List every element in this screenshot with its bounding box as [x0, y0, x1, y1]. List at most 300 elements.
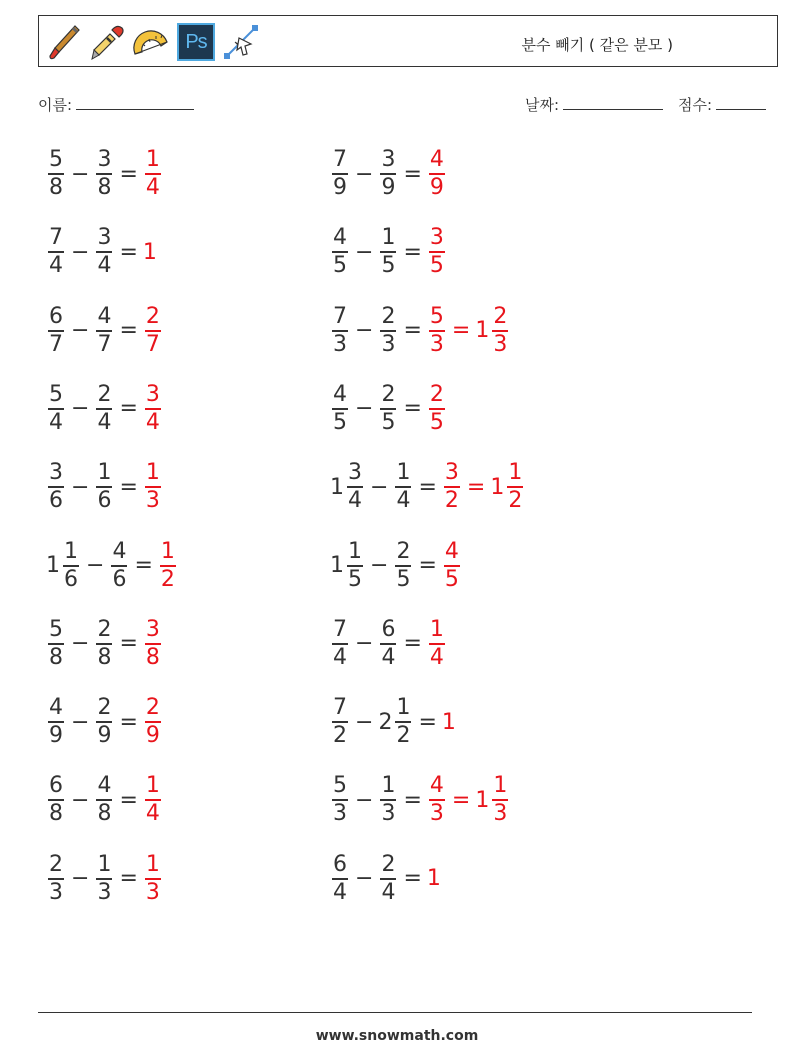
answer-value-numerator: 2 [493, 303, 508, 329]
answer [143, 304, 163, 358]
problem-item [46, 457, 163, 517]
problem-item [46, 379, 163, 439]
answer-value-denominator: 2 [160, 566, 175, 592]
minuend-numerator: 7 [333, 616, 347, 642]
subtrahend-denominator: 4 [97, 409, 112, 435]
problem-item [330, 144, 447, 204]
equals-sign: = [119, 631, 138, 657]
answer [143, 852, 163, 906]
minuend-denominator: 9 [49, 723, 63, 749]
subtrahend-fraction [380, 304, 396, 358]
answer [427, 225, 447, 279]
worksheet-title: 분수 빼기 ( 같은 분모 ) [521, 36, 673, 54]
name-field[interactable] [38, 94, 194, 115]
subtrahend-numerator: 1 [396, 460, 411, 486]
answer-value-whole: 1 [441, 709, 456, 735]
pipette-icon [87, 22, 127, 62]
minuend-numerator: 6 [333, 851, 347, 877]
subtrahend-fraction [380, 225, 396, 279]
answer-value-fraction [492, 773, 508, 827]
subtrahend-numerator: 1 [381, 773, 396, 799]
date-field[interactable] [525, 94, 663, 115]
minus-sign: − [370, 474, 389, 500]
minuend-numerator: 4 [49, 695, 63, 721]
minuend [46, 852, 66, 906]
answer-value [427, 617, 447, 671]
answer-value-numerator: 4 [429, 147, 444, 172]
footer-divider [38, 1012, 752, 1013]
minuend-denominator: 5 [333, 253, 347, 279]
subtrahend-fraction [395, 460, 411, 514]
answer-value-fraction [444, 460, 460, 514]
answer-equals-sign: = [466, 474, 486, 500]
minuend-fraction [48, 617, 64, 671]
subtrahend-denominator: 5 [396, 566, 411, 592]
subtrahend-numerator: 2 [381, 381, 396, 407]
minuend-numerator: 7 [333, 147, 347, 172]
photoshop-label: Ps [185, 30, 207, 53]
problem-item [330, 692, 457, 752]
minus-sign: − [71, 318, 90, 344]
answer-value-denominator: 7 [145, 331, 160, 357]
subtrahend-fraction [395, 539, 411, 593]
answer-value-fraction [429, 304, 445, 358]
answer-value-fraction [444, 539, 460, 593]
minuend-fraction [332, 147, 348, 201]
minuend-whole: 1 [330, 474, 344, 500]
name-label: 이름: [38, 96, 73, 114]
answer-value-whole: 1 [490, 474, 505, 500]
subtrahend-numerator: 2 [97, 695, 112, 721]
equals-sign: = [418, 474, 437, 500]
subtrahend-denominator: 6 [112, 566, 127, 592]
subtrahend-numerator: 4 [97, 303, 112, 329]
answer-value-fraction [429, 147, 445, 201]
subtrahend [94, 617, 114, 671]
minuend-denominator: 8 [49, 644, 63, 670]
vector-pen-icon [221, 22, 261, 62]
equals-sign: = [119, 474, 138, 500]
subtrahend [378, 225, 398, 279]
subtrahend-numerator: 3 [381, 147, 396, 172]
minuend [46, 382, 66, 436]
minuend-denominator: 4 [333, 879, 347, 905]
minuend-fraction [48, 225, 64, 279]
answer-value-numerator: 1 [145, 773, 160, 799]
minuend-numerator: 5 [49, 381, 63, 407]
minuend [46, 617, 66, 671]
subtrahend-fraction [111, 539, 127, 593]
minuend [46, 539, 81, 593]
subtrahend-fraction [96, 147, 112, 201]
answer-value-fraction [507, 460, 523, 514]
subtrahend-denominator: 4 [97, 253, 112, 279]
minus-sign: − [86, 553, 105, 578]
minuend [46, 773, 66, 827]
answer-value-numerator: 2 [429, 381, 444, 407]
subtrahend-denominator: 8 [97, 175, 112, 200]
minuend-denominator: 3 [333, 801, 347, 827]
answer [442, 539, 462, 593]
answer-value [475, 773, 510, 827]
answer [427, 866, 442, 891]
minuend [330, 852, 350, 906]
subtrahend-numerator: 1 [381, 225, 396, 251]
answer-value-denominator: 3 [493, 331, 508, 357]
subtrahend-fraction [96, 304, 112, 358]
answer [143, 617, 163, 671]
minuend-numerator: 1 [64, 538, 78, 564]
problem-item [330, 222, 447, 282]
answer-value [143, 852, 163, 906]
minus-sign: − [355, 318, 374, 344]
subtrahend-denominator: 4 [381, 644, 396, 670]
subtrahend-fraction [96, 852, 112, 906]
minus-sign: − [71, 631, 90, 657]
answer-value-numerator: 1 [145, 460, 160, 486]
minuend-fraction [332, 304, 348, 358]
equals-sign: = [403, 396, 422, 422]
subtrahend-denominator: 9 [97, 723, 112, 749]
equals-sign: = [119, 396, 138, 422]
answer-value-denominator: 4 [145, 175, 160, 200]
minus-sign: − [71, 787, 90, 813]
subtrahend-fraction [96, 460, 112, 514]
subtrahend [94, 695, 114, 749]
subtrahend-numerator: 2 [381, 303, 396, 329]
answer-value-whole: 1 [426, 866, 441, 892]
minuend-fraction [332, 773, 348, 827]
answer-value-numerator: 3 [429, 225, 444, 251]
minus-sign: − [71, 866, 90, 892]
answer [143, 240, 158, 265]
subtrahend-numerator: 1 [97, 460, 112, 486]
subtrahend-numerator: 4 [97, 773, 112, 799]
answer-value-denominator: 3 [429, 331, 444, 357]
answer-value-numerator: 2 [145, 303, 160, 329]
subtrahend [94, 773, 114, 827]
subtrahend-fraction [96, 695, 112, 749]
subtrahend [393, 460, 413, 514]
answer-value-denominator: 5 [429, 253, 444, 279]
subtrahend-fraction [380, 773, 396, 827]
answer-value-denominator: 4 [145, 409, 160, 435]
minuend-fraction [332, 852, 348, 906]
equals-sign: = [403, 239, 422, 265]
answer-value-denominator: 2 [508, 488, 523, 514]
answer-value [143, 240, 158, 265]
minus-sign: − [71, 161, 90, 187]
minuend-fraction [332, 225, 348, 279]
answer [143, 460, 163, 514]
minuend [46, 304, 66, 358]
subtrahend-fraction [380, 852, 396, 906]
answer-value [475, 304, 510, 358]
problem-item [330, 457, 525, 517]
minuend-denominator: 4 [49, 409, 63, 435]
footer-url[interactable]: www.snowmath.com [315, 1028, 479, 1044]
minuend-fraction [48, 852, 64, 906]
answer-value [427, 773, 447, 827]
subtrahend [393, 539, 413, 593]
answer-value-numerator: 1 [145, 147, 160, 172]
answer-value-denominator: 5 [444, 566, 459, 592]
answer-value-numerator: 1 [160, 538, 175, 564]
problem-item [330, 770, 510, 830]
answer-value [427, 304, 447, 358]
answer-value-denominator: 3 [145, 488, 160, 514]
minus-sign: − [355, 709, 374, 735]
answer-value-fraction [145, 773, 161, 827]
worksheet-header [38, 15, 778, 67]
answer-value [143, 617, 163, 671]
subtrahend-denominator: 4 [396, 488, 411, 514]
minuend [46, 225, 66, 279]
problem-item [46, 222, 158, 282]
problem-item [330, 536, 462, 596]
minuend-numerator: 4 [333, 381, 347, 407]
equals-sign: = [418, 709, 437, 735]
subtrahend [94, 225, 114, 279]
minuend-fraction [347, 460, 363, 514]
answer-value [143, 773, 163, 827]
minus-sign: − [71, 474, 90, 500]
subtrahend [94, 147, 114, 201]
subtrahend-fraction [380, 617, 396, 671]
minuend-whole: 1 [46, 553, 60, 578]
date-line[interactable] [563, 95, 663, 110]
equals-sign: = [119, 318, 138, 344]
score-field[interactable] [678, 94, 766, 115]
minuend [330, 225, 350, 279]
answer-value-fraction [429, 225, 445, 279]
subtrahend [378, 147, 398, 201]
answer-value-fraction [145, 617, 161, 671]
answer-value-whole: 1 [475, 787, 490, 813]
answer [427, 617, 447, 671]
minuend-fraction [48, 304, 64, 358]
equals-sign: = [119, 866, 138, 892]
answer-value-fraction [429, 617, 445, 671]
answer-value-denominator: 3 [493, 801, 508, 827]
subtrahend-denominator: 5 [381, 253, 396, 279]
minus-sign: − [355, 787, 374, 813]
minuend-numerator: 6 [49, 303, 63, 329]
minuend [330, 539, 365, 593]
name-line[interactable] [76, 95, 194, 110]
subtrahend-denominator: 7 [97, 331, 112, 357]
subtrahend [378, 382, 398, 436]
problem-item [330, 379, 447, 439]
problem-item [330, 614, 447, 674]
subtrahend [378, 617, 398, 671]
answer-value-denominator: 4 [145, 801, 160, 827]
equals-sign: = [403, 161, 422, 187]
equals-sign: = [119, 787, 138, 813]
answer-equals-sign: = [451, 787, 471, 813]
minus-sign: − [71, 709, 90, 735]
answer-value-whole: 1 [475, 318, 490, 344]
subtrahend [378, 852, 398, 906]
subtrahend-fraction [96, 225, 112, 279]
subtrahend-denominator: 3 [97, 879, 112, 905]
answer-value-numerator: 1 [508, 460, 523, 486]
minuend-numerator: 3 [348, 460, 362, 486]
minuend-denominator: 4 [49, 253, 63, 279]
answer-value-fraction [429, 382, 445, 436]
minuend-whole: 1 [330, 553, 344, 578]
minuend-fraction [48, 382, 64, 436]
minuend-numerator: 1 [348, 538, 362, 564]
subtrahend-denominator: 8 [97, 644, 112, 670]
subtrahend-numerator: 6 [381, 616, 396, 642]
problem-item [330, 849, 442, 909]
answer-value [442, 710, 457, 735]
answer [427, 147, 447, 201]
subtrahend-fraction [96, 382, 112, 436]
subtrahend-denominator: 6 [97, 488, 112, 514]
answer [427, 304, 510, 358]
minuend-denominator: 8 [49, 801, 63, 827]
minuend-fraction [332, 617, 348, 671]
minuend-numerator: 5 [333, 773, 347, 799]
minuend [330, 304, 350, 358]
problem-item [330, 301, 510, 361]
minuend-fraction [347, 539, 363, 593]
minuend-denominator: 5 [348, 566, 362, 592]
answer-value-denominator: 8 [145, 644, 160, 670]
answer-value-denominator: 4 [429, 644, 444, 670]
subtrahend-numerator: 2 [97, 616, 112, 642]
problem-item [46, 536, 178, 596]
score-line[interactable] [716, 95, 766, 110]
answer-value-numerator: 4 [444, 538, 459, 564]
answer-value-numerator: 2 [145, 695, 160, 721]
subtrahend-numerator: 1 [396, 695, 411, 721]
answer-value-numerator: 4 [429, 773, 444, 799]
minuend-numerator: 4 [333, 225, 347, 251]
answer-value-fraction [145, 147, 161, 201]
answer [442, 460, 525, 514]
answer-value-whole: 1 [142, 239, 157, 265]
photoshop-icon [177, 23, 215, 61]
subtrahend-numerator: 3 [97, 225, 112, 251]
answer-value-denominator: 9 [429, 175, 444, 200]
answer-value-denominator: 9 [145, 723, 160, 749]
minuend-denominator: 6 [49, 488, 63, 514]
minuend [330, 382, 350, 436]
answer-value-denominator: 3 [429, 801, 444, 827]
answer-value [442, 460, 462, 514]
problem-item [46, 770, 163, 830]
minuend-denominator: 5 [333, 409, 347, 435]
equals-sign: = [403, 866, 422, 892]
subtrahend-numerator: 3 [97, 147, 112, 172]
minuend-fraction [332, 695, 348, 749]
subtrahend-numerator: 1 [97, 851, 112, 877]
answer [427, 773, 510, 827]
answer-value-numerator: 3 [145, 616, 160, 642]
minuend-denominator: 4 [333, 644, 347, 670]
answer-value-fraction [145, 460, 161, 514]
subtrahend-fraction [380, 147, 396, 201]
minuend-denominator: 8 [49, 175, 63, 200]
minuend [330, 147, 350, 201]
minuend-numerator: 7 [49, 225, 63, 251]
subtrahend-fraction [395, 695, 411, 749]
equals-sign: = [403, 318, 422, 344]
subtrahend-denominator: 9 [381, 175, 396, 200]
answer-value [427, 382, 447, 436]
minuend [330, 695, 350, 749]
answer [143, 147, 163, 201]
subtrahend-denominator: 3 [381, 801, 396, 827]
answer-value [143, 147, 163, 201]
subtrahend [94, 852, 114, 906]
equals-sign: = [134, 553, 153, 578]
answer [143, 773, 163, 827]
subtrahend [378, 695, 413, 749]
answer-value [143, 382, 163, 436]
subtrahend [94, 460, 114, 514]
subtrahend-fraction [380, 382, 396, 436]
minuend-numerator: 3 [49, 460, 63, 486]
answer-value-fraction [145, 695, 161, 749]
answer-value [427, 225, 447, 279]
problem-item [46, 614, 163, 674]
subtrahend [378, 304, 398, 358]
minuend-numerator: 2 [49, 851, 63, 877]
answer [143, 695, 163, 749]
minuend-numerator: 5 [49, 147, 63, 172]
minuend-fraction [48, 460, 64, 514]
minuend-numerator: 7 [333, 695, 347, 721]
minuend [46, 147, 66, 201]
minus-sign: − [355, 239, 374, 265]
minuend-fraction [63, 539, 79, 593]
subtrahend [378, 773, 398, 827]
problem-item [46, 144, 163, 204]
score-label: 점수: [678, 96, 713, 114]
minus-sign: − [71, 239, 90, 265]
answer-value-numerator: 1 [145, 851, 160, 877]
minus-sign: − [355, 396, 374, 422]
minuend [330, 460, 365, 514]
minuend [330, 617, 350, 671]
answer-value-denominator: 5 [429, 409, 444, 435]
answer-value-denominator: 2 [444, 488, 459, 514]
minuend-fraction [48, 773, 64, 827]
subtrahend [109, 539, 129, 593]
problem-item [46, 301, 163, 361]
minuend-fraction [48, 695, 64, 749]
answer-value [158, 539, 178, 593]
minuend-denominator: 7 [49, 331, 63, 357]
problem-item [46, 849, 163, 909]
brush-icon [45, 22, 85, 62]
subtrahend-denominator: 5 [381, 409, 396, 435]
answer-value-fraction [429, 773, 445, 827]
minuend [46, 695, 66, 749]
minuend-denominator: 3 [49, 879, 63, 905]
minus-sign: − [71, 396, 90, 422]
answer-value-denominator: 3 [145, 879, 160, 905]
answer-value-fraction [145, 304, 161, 358]
subtrahend-numerator: 2 [97, 381, 112, 407]
answer-value-numerator: 1 [429, 616, 444, 642]
subtrahend-denominator: 3 [381, 331, 396, 357]
answer-value-fraction [160, 539, 176, 593]
